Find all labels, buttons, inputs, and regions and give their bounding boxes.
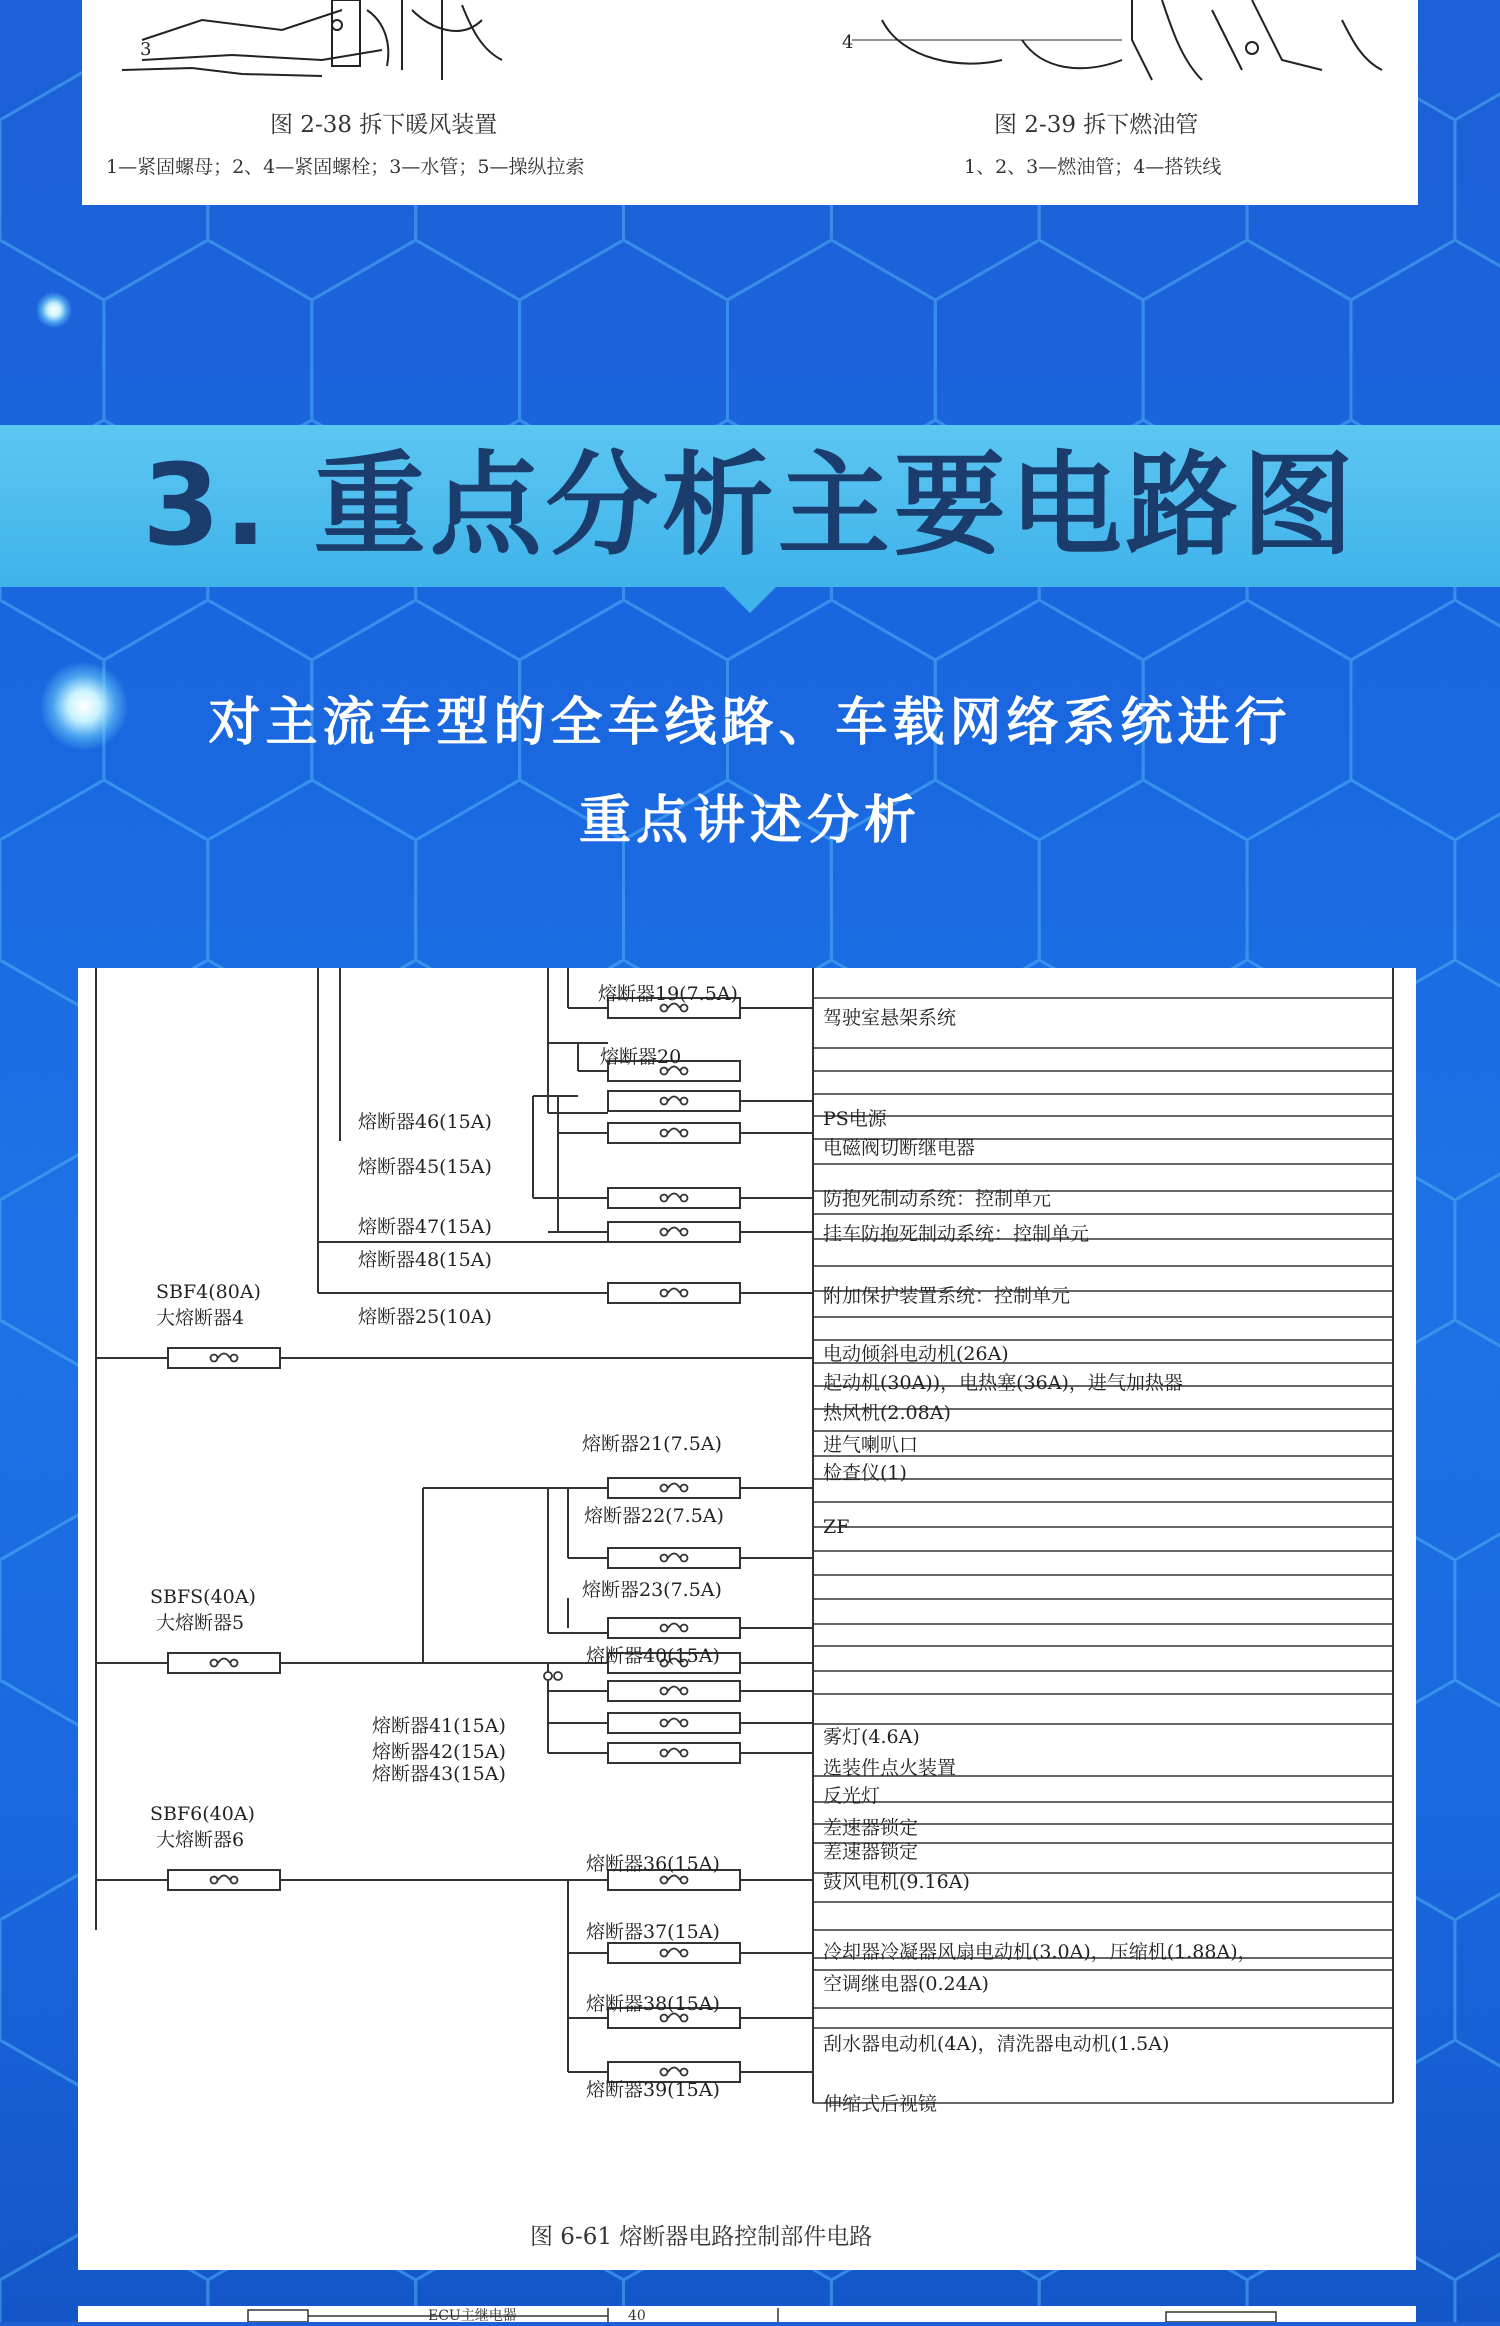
load-label-6: 电动倾斜电动机(26A) bbox=[823, 1343, 1009, 1365]
banner-notch bbox=[722, 585, 778, 613]
fragment-number: 40 bbox=[628, 2308, 646, 2322]
big-fuse-5-code: SBFS(40A) bbox=[150, 1586, 256, 1608]
fuse-label-10: 熔断器40(15A) bbox=[586, 1645, 720, 1667]
big-fuse-6-code: SBF6(40A) bbox=[150, 1803, 255, 1825]
load-label-20: 刮水器电动机(4A)，清洗器电动机(1.5A) bbox=[823, 2033, 1170, 2055]
big-fuse-5-name: 大熔断器5 bbox=[156, 1612, 245, 1634]
fuse-47 bbox=[608, 1188, 740, 1208]
load-label-10: 检查仪(1) bbox=[823, 1462, 907, 1484]
subtitle-line-2: 重点讲述分析 bbox=[578, 791, 921, 851]
fuse-label-9: 熔断器23(7.5A) bbox=[582, 1579, 722, 1601]
heater-removal-drawing bbox=[122, 0, 502, 80]
fuse-label-7: 熔断器21(7.5A) bbox=[582, 1433, 722, 1455]
fuse-label-2: 熔断器46(15A) bbox=[358, 1111, 492, 1133]
load-label-11: ZF bbox=[823, 1516, 850, 1538]
fuse-label-5: 熔断器48(15A) bbox=[358, 1249, 492, 1271]
subtitle-line-1: 对主流车型的全车线路、车载网络系统进行 bbox=[208, 693, 1292, 753]
load-label-3: 防抱死制动系统：控制单元 bbox=[823, 1188, 1052, 1210]
big-fuse-5 bbox=[168, 1653, 280, 1673]
left-figure-legend: 1—紧固螺母；2、4—紧固螺栓；3—水管；5—操纵拉索 bbox=[106, 156, 585, 178]
circuit-caption: 图 6-61 熔断器电路控制部件电路 bbox=[530, 2224, 873, 2250]
fuse-41 bbox=[608, 1681, 740, 1701]
load-label-5: 附加保护装置系统：控制单元 bbox=[823, 1285, 1071, 1307]
big-fuse-4-code: SBF4(80A) bbox=[156, 1281, 261, 1303]
fuse-42 bbox=[608, 1713, 740, 1733]
fuse-43 bbox=[608, 1743, 740, 1763]
right-figure-legend: 1、2、3—燃油管；4—搭铁线 bbox=[964, 156, 1222, 178]
fuse-label-8: 熔断器22(7.5A) bbox=[584, 1505, 724, 1527]
fuse-23 bbox=[608, 1618, 740, 1638]
fuse-label-6: 熔断器25(10A) bbox=[358, 1306, 492, 1328]
ecu-relay-fragment: ECU主继电器 bbox=[428, 2308, 517, 2322]
top-figure-panel bbox=[82, 0, 1418, 205]
fuse-circuit-diagram bbox=[78, 968, 1416, 2270]
load-label-16: 差速器锁定 bbox=[823, 1841, 919, 1863]
glow-dot bbox=[36, 292, 72, 328]
left-figure-caption: 图 2-38 拆下暖风装置 bbox=[270, 112, 498, 138]
circuit-diagram-panel bbox=[78, 968, 1416, 2270]
load-label-1: PS电源 bbox=[823, 1108, 887, 1130]
fuse-45 bbox=[608, 1123, 740, 1143]
fuse-label-3: 熔断器45(15A) bbox=[358, 1156, 492, 1178]
load-label-2: 电磁阀切断继电器 bbox=[823, 1137, 976, 1159]
fuel-pipe-removal-drawing bbox=[852, 0, 1382, 80]
load-label-13: 选装件点火装置 bbox=[823, 1757, 957, 1779]
right-figure-caption: 图 2-39 拆下燃油管 bbox=[994, 112, 1199, 138]
fuse-label-17: 熔断器39(15A) bbox=[586, 2079, 720, 2101]
load-label-9: 进气喇叭口 bbox=[823, 1434, 919, 1456]
load-label-8: 热风机(2.08A) bbox=[823, 1402, 951, 1424]
fuse-label-11: 熔断器41(15A) bbox=[372, 1715, 506, 1737]
big-fuse-4 bbox=[168, 1348, 280, 1368]
load-label-21: 伸缩式后视镜 bbox=[823, 2093, 938, 2115]
fuse-37 bbox=[608, 1943, 740, 1963]
fuse-label-14: 熔断器36(15A) bbox=[586, 1853, 720, 1875]
load-label-14: 反光灯 bbox=[823, 1785, 881, 1807]
fuse-label-4: 熔断器47(15A) bbox=[358, 1216, 492, 1238]
fuse-label-15: 熔断器37(15A) bbox=[586, 1921, 720, 1943]
load-label-15: 差速器锁定 bbox=[823, 1817, 919, 1839]
fuse-label-0: 熔断器19(7.5A) bbox=[598, 983, 738, 1005]
load-label-17: 鼓风电机(9.16A) bbox=[823, 1871, 970, 1893]
fuse-label-1: 熔断器20 bbox=[600, 1046, 682, 1068]
fuse-22 bbox=[608, 1548, 740, 1568]
big-fuse-6-name: 大熔断器6 bbox=[156, 1829, 245, 1851]
load-label-12: 雾灯(4.6A) bbox=[823, 1726, 920, 1748]
next-figure-fragment bbox=[78, 2306, 1416, 2322]
load-label-0: 驾驶室悬架系统 bbox=[823, 1007, 957, 1029]
fuse-label-13: 熔断器43(15A) bbox=[372, 1763, 506, 1785]
load-label-19: 空调继电器(0.24A) bbox=[823, 1973, 989, 1995]
fuse-21 bbox=[608, 1478, 740, 1498]
section-title: 3. 重点分析主要电路图 bbox=[142, 441, 1358, 571]
fuse-25 bbox=[608, 1283, 740, 1303]
load-label-4: 挂车防抱死制动系统：控制单元 bbox=[823, 1223, 1090, 1245]
next-figure-panel bbox=[78, 2306, 1416, 2322]
left-figure-marker: 3 bbox=[140, 39, 152, 60]
load-label-7: 起动机(30A))，电热塞(36A)，进气加热器 bbox=[823, 1372, 1183, 1394]
right-figure-marker: 4 bbox=[842, 32, 854, 53]
fuse-46 bbox=[608, 1091, 740, 1111]
big-fuse-6 bbox=[168, 1870, 280, 1890]
big-fuse-4-name: 大熔断器4 bbox=[156, 1307, 245, 1329]
fuse-48 bbox=[608, 1222, 740, 1242]
fuse-label-16: 熔断器38(15A) bbox=[586, 1993, 720, 2015]
load-label-18: 冷却器冷凝器风扇电动机(3.0A)，压缩机(1.88A)， bbox=[823, 1941, 1257, 1963]
fuse-label-12: 熔断器42(15A) bbox=[372, 1741, 506, 1763]
